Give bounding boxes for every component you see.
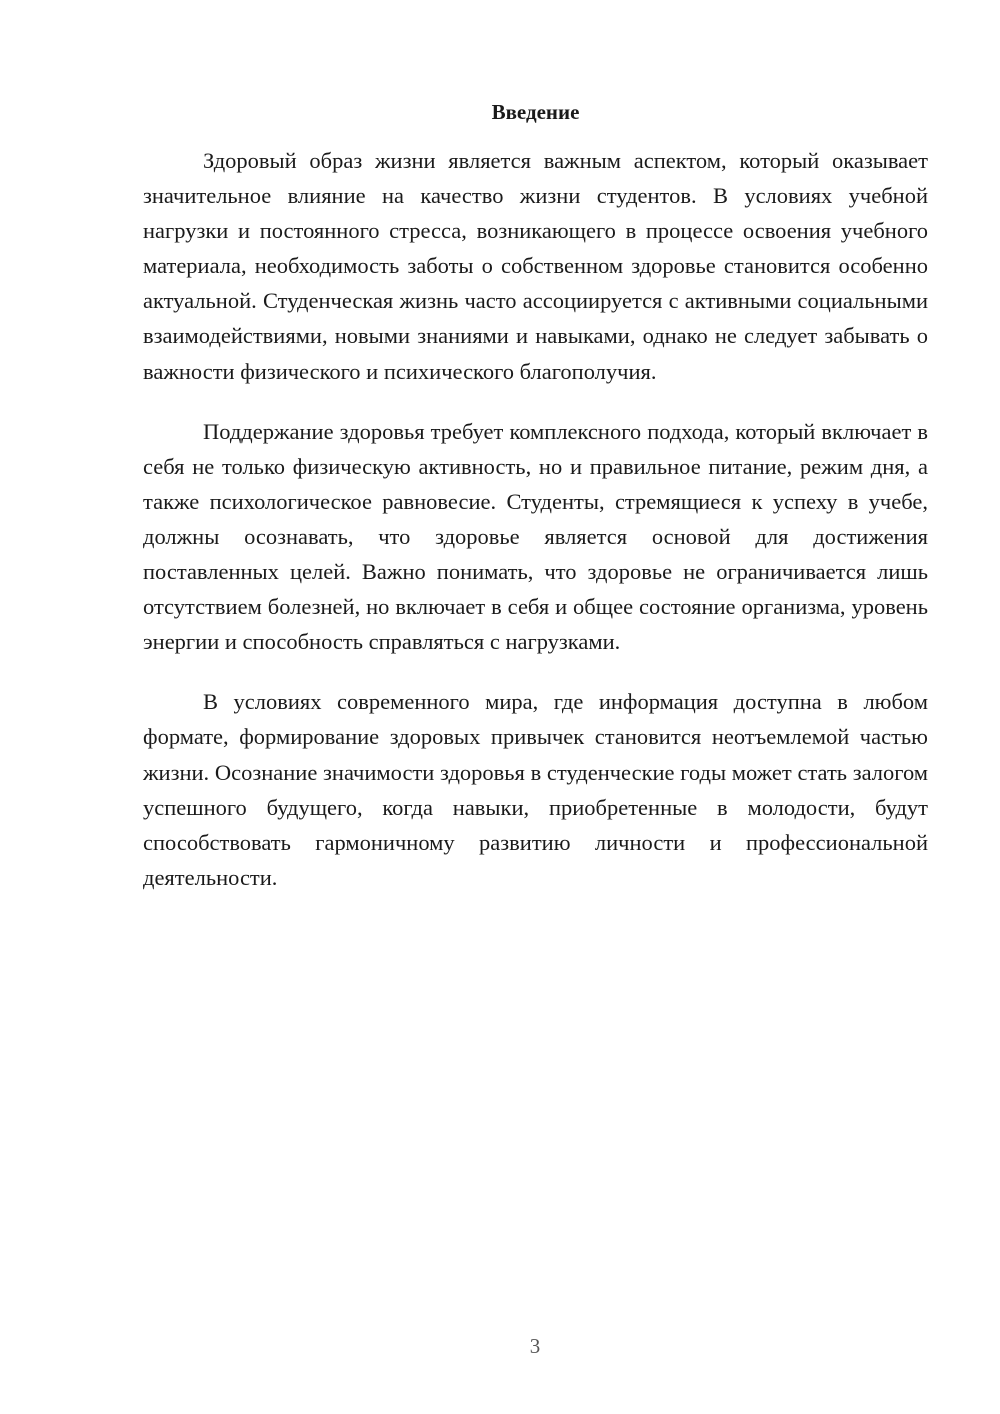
section-heading: Введение	[491, 100, 580, 124]
paragraph-3: В условиях современного мира, где информация доступна в любом формате, формирование здоровых привычек становится неотъемлемой частью жизни. Осознание значимости здоровья в студенческие годы может стать залогом успешного будущего, когда навыки, приобретенные в молодости, будут способствовать гармоничному развитию личности и профессиональной деятельности.	[143, 689, 928, 890]
paragraph-1: Здоровый образ жизни является важным аспектом, который оказывает значительное влияние на качество жизни студентов. В условиях учебной нагрузки и постоянного стресса, возникающего в процессе освоения учебного материала, необходимость заботы о собственном здоровье становится особенно актуальной. Студенческая жизнь часто ассоциируется с активными социальными взаимодействиями, новыми знаниями и навыками, однако не следует забывать о важности физического и психического благополучия.	[143, 148, 928, 384]
body-text	[143, 143, 928, 920]
paragraph-2: Поддержание здоровья требует комплексного подхода, который включает в себя не только физическую активность, но и правильное питание, режим дня, а также психологическое равновесие. Студенты, стремящиеся к успеху в учебе, должны осознавать, что здоровье является основой для достижения поставленных целей. Важно понимать, что здоровье не ограничивается лишь отсутствием болезней, но включает в себя и общее состояние организма, уровень энергии и способность справляться с нагрузками.	[143, 418, 928, 655]
page-number: 3	[529, 1334, 541, 1358]
